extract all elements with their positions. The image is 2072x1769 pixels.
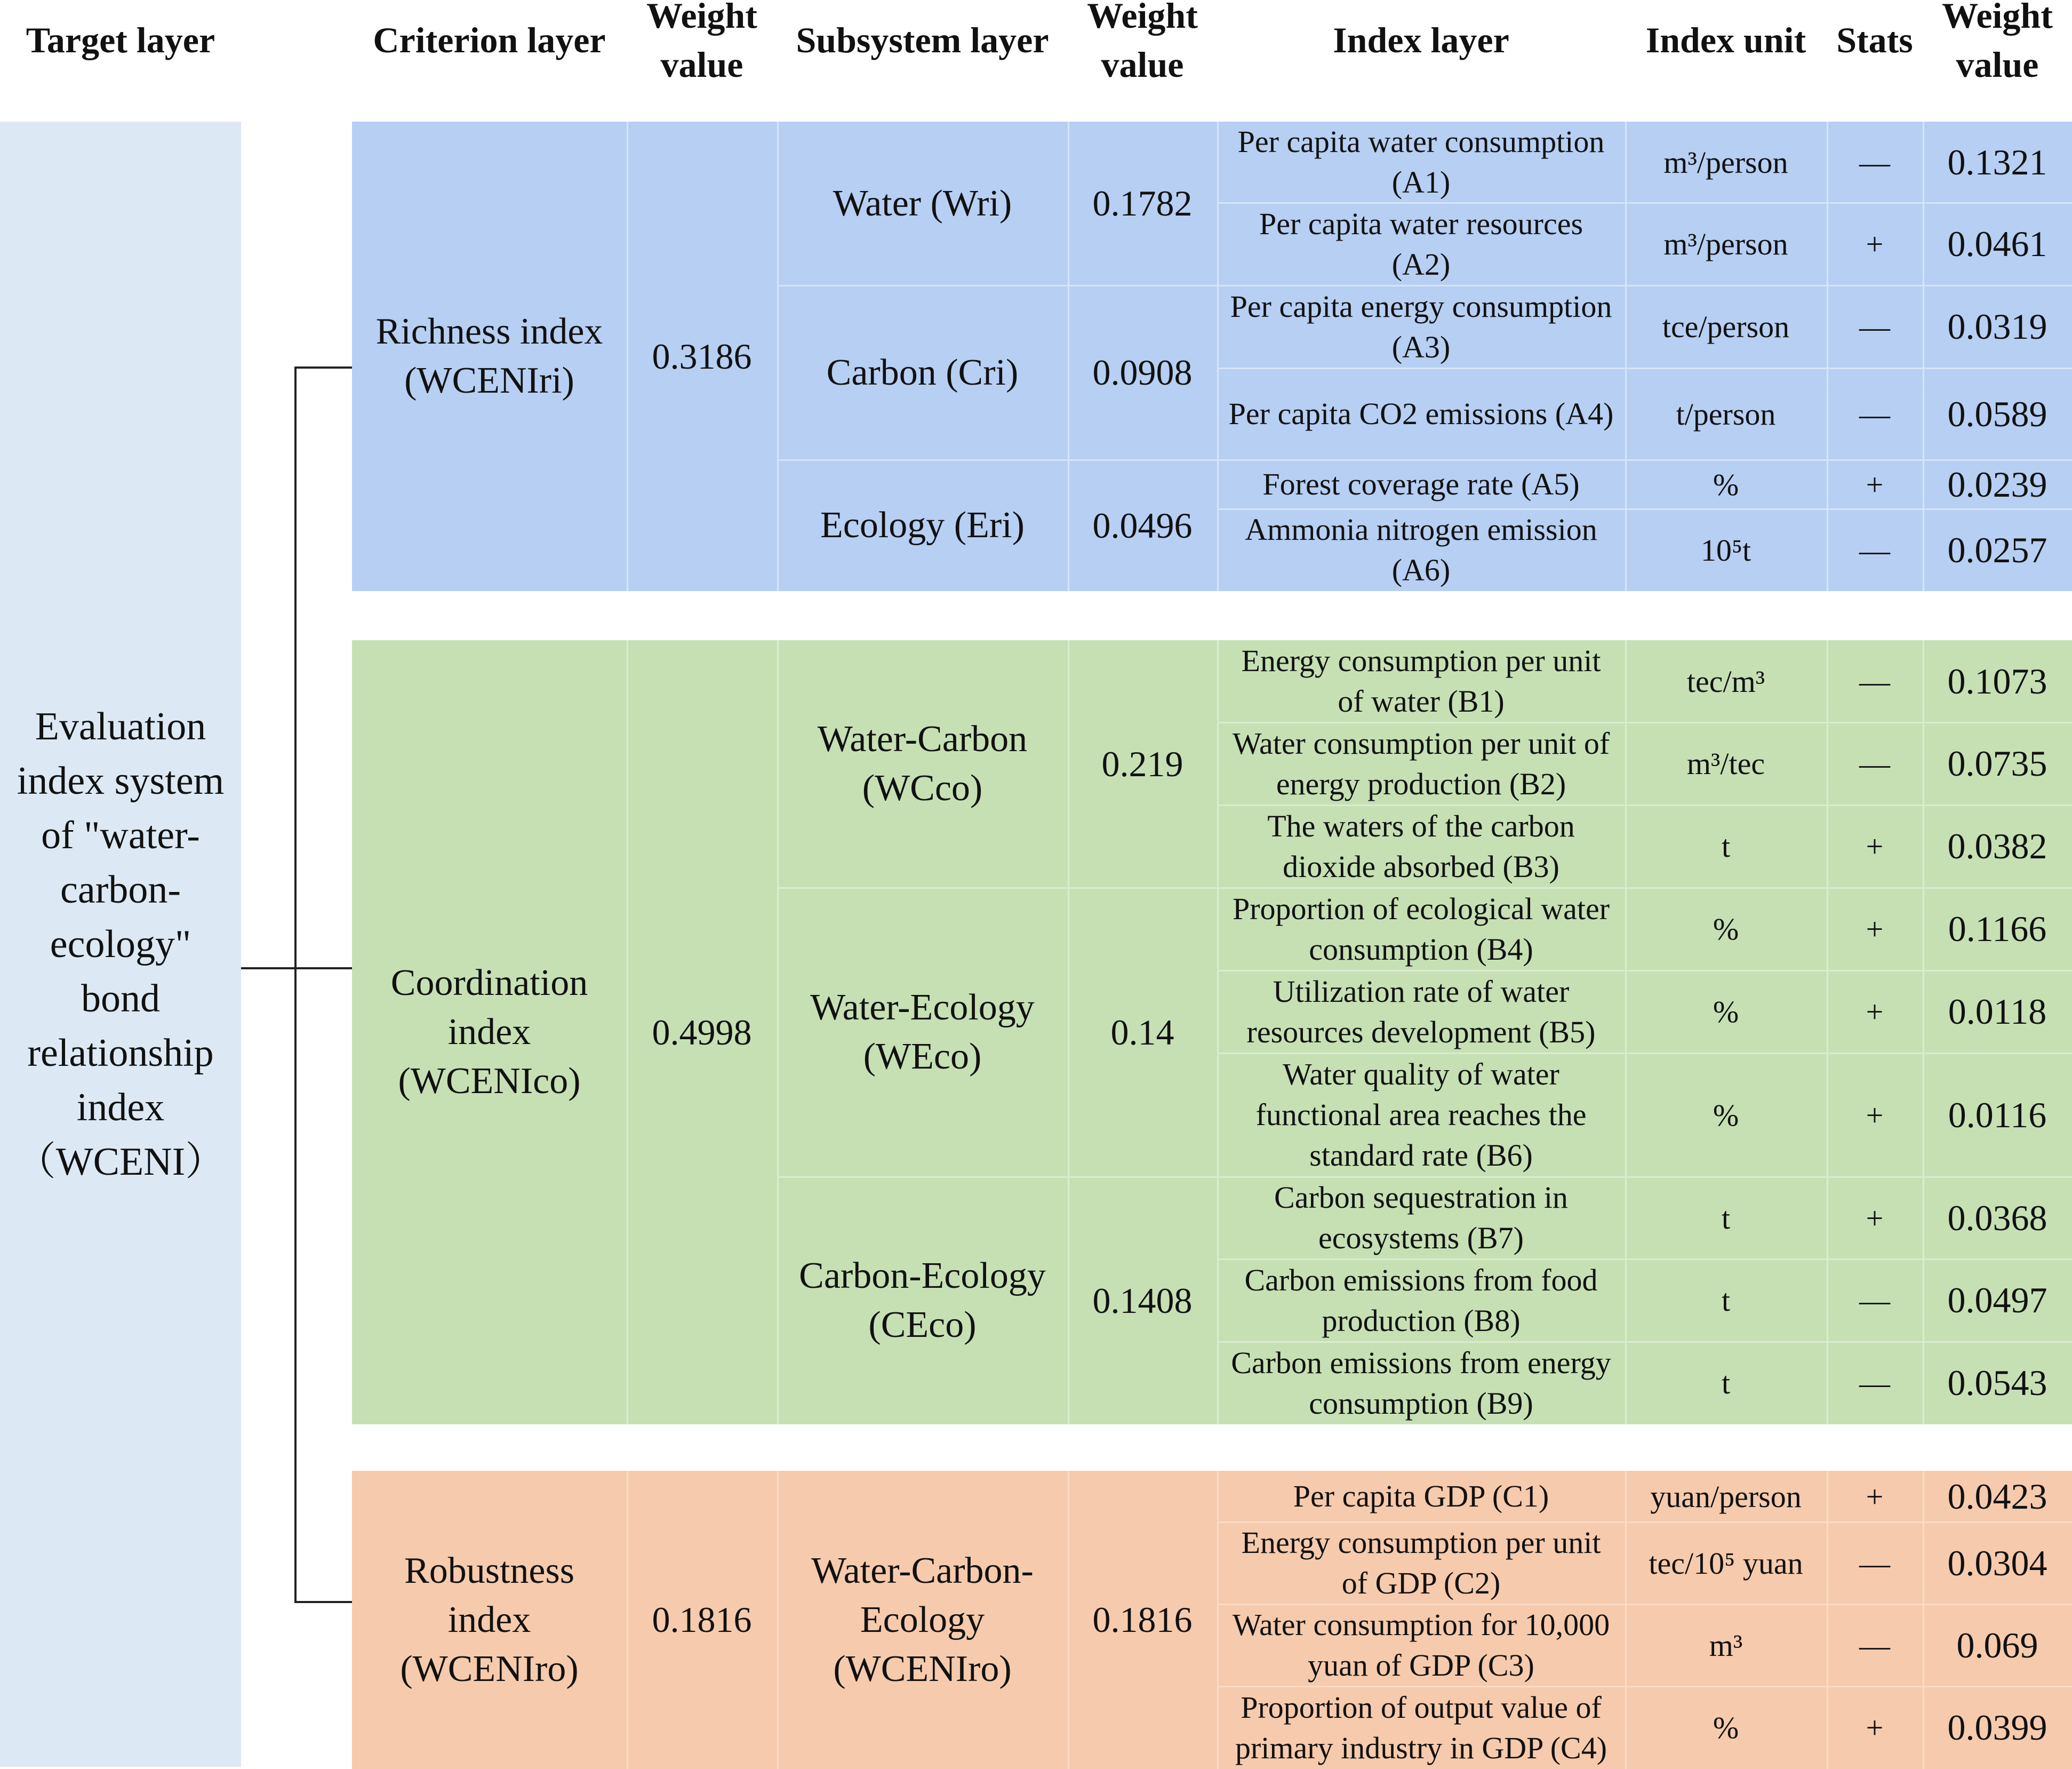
unit-cell [1625,722,1827,805]
index-cell [1217,1471,1625,1522]
unit-cell [1625,1342,1827,1424]
index-weight-value: 0.069 [1956,1624,2038,1666]
index-unit: yuan/person [1650,1479,1802,1514]
stat-sign: + [1866,227,1884,261]
index-unit: m³/person [1663,227,1788,261]
stat-sign: + [1866,1097,1884,1133]
stat-cell [1827,1471,1923,1522]
bracket-spine [294,366,297,1603]
stat-sign: — [1859,396,1890,432]
stat-sign: + [1866,1479,1884,1514]
stat-cell [1827,805,1923,888]
index-label: Water quality of water functional area reaches the standard rate (B6) [1255,1057,1587,1173]
subsystem-weight-cell [1068,1177,1217,1424]
index-unit: % [1713,1097,1739,1133]
stat-sign: + [1866,467,1884,502]
subsystem-weight-value: 0.1782 [1092,183,1193,224]
stat-sign: — [1859,1628,1890,1663]
stat-sign: + [1866,1200,1884,1236]
subsystem-cell [777,122,1068,285]
subsystem-weight-cell [1068,1471,1217,1769]
index-unit: m³/person [1663,145,1788,180]
index-cell [1217,1053,1625,1177]
index-cell [1217,888,1625,970]
index-weight-cell [1923,1604,2072,1686]
stat-cell [1827,640,1923,722]
index-weight-cell [1923,1342,2072,1424]
stat-cell [1827,1053,1923,1177]
index-weight-cell [1923,805,2072,888]
unit-cell [1625,888,1827,970]
index-unit: m³ [1709,1628,1743,1663]
subsystem-label: Water-Carbon (WCco) [817,719,1028,809]
bracket-branch-richness [294,366,352,369]
index-weight-cell [1923,1177,2072,1259]
criterion-weight-cell [627,122,777,591]
stat-sign: — [1859,664,1890,699]
criterion-weight-value: 0.1816 [652,1599,752,1640]
stat-sign: — [1859,1545,1890,1581]
index-label: Per capita GDP (C1) [1293,1479,1549,1513]
unit-cell [1625,1522,1827,1604]
stat-cell [1827,1604,1923,1686]
stat-cell [1827,203,1923,285]
stat-sign: — [1859,746,1890,781]
index-label: Per capita water consumption (A1) [1237,124,1605,200]
index-weight-cell [1923,1471,2072,1522]
index-weight-cell [1923,285,2072,368]
subsystem-weight-cell [1068,460,1217,591]
unit-cell [1625,368,1827,460]
index-weight-value: 0.1073 [1947,660,2047,702]
index-label: Energy consumption per unit of water (B1) [1241,643,1601,719]
index-unit: t [1721,1366,1731,1400]
header-index-unit: Index unit [1645,20,1806,60]
index-cell [1217,640,1625,722]
stat-cell [1827,1686,1923,1769]
stat-sign: + [1866,1710,1884,1745]
stat-cell [1827,1259,1923,1342]
index-weight-value: 0.0304 [1947,1542,2047,1583]
subsystem-cell [777,1471,1068,1769]
subsystem-label: Carbon (Cri) [826,352,1019,393]
index-weight-cell [1923,640,2072,722]
stat-sign: — [1859,145,1890,180]
index-cell [1217,122,1625,203]
subsystem-weight-cell [1068,640,1217,888]
index-label: Per capita energy consumption (A3) [1230,289,1612,364]
stat-sign: — [1859,1366,1890,1400]
criterion-label: Robustness index (WCENIro) [400,1550,579,1690]
unit-cell [1625,970,1827,1053]
index-weight-value: 0.1166 [1948,909,2047,949]
index-weight-cell [1923,1053,2072,1177]
index-weight-cell [1923,1259,2072,1342]
stat-cell [1827,368,1923,460]
index-cell [1217,368,1625,460]
stat-sign: + [1866,829,1884,864]
criterion-block [352,1471,2072,1769]
criterion-cell [352,122,627,591]
index-label: Carbon emissions from energy consumption (B9) [1231,1345,1611,1421]
stat-cell [1827,1177,1923,1259]
stat-cell [1827,722,1923,805]
header-subsystem-layer: Subsystem layer [796,20,1049,60]
criterion-weight-cell [627,1471,777,1769]
index-weight-value: 0.0735 [1947,743,2047,784]
unit-cell [1625,460,1827,509]
index-label: Per capita water resources (A2) [1259,206,1583,282]
index-weight-cell [1923,1522,2072,1604]
index-label: Ammonia nitrogen emission (A6) [1245,512,1597,587]
index-unit: m³/tec [1686,746,1765,781]
index-unit: t [1721,829,1731,864]
subsystem-cell [777,888,1068,1177]
index-label: Per capita CO2 emissions (A4) [1228,396,1614,431]
subsystem-weight-cell [1068,285,1217,460]
index-weight-cell [1923,460,2072,509]
criterion-weight-value: 0.3186 [652,336,752,377]
index-weight-cell [1923,1686,2072,1769]
criterion-block [352,122,2072,591]
subsystem-cell [777,640,1068,888]
index-label: Water consumption per unit of energy production (B2) [1232,726,1610,801]
index-cell [1217,722,1625,805]
header-target-layer: Target layer [26,20,215,60]
subsystem-weight-cell [1068,122,1217,285]
index-unit: tec/m³ [1686,664,1765,699]
unit-cell [1625,1686,1827,1769]
index-label: Proportion of ecological water consumption (B4) [1232,891,1610,967]
subsystem-label: Carbon-Ecology (CEco) [799,1255,1046,1345]
criterion-label: Richness index (WCENIri) [375,311,603,401]
index-weight-value: 0.0399 [1947,1707,2047,1748]
index-weight-value: 0.0319 [1947,306,2047,347]
header-weight-value-index: Weight value [1942,0,2053,85]
subsystem-weight-value: 0.0496 [1092,505,1193,546]
index-cell [1217,203,1625,285]
index-label: Forest coverage rate (A5) [1262,467,1580,501]
unit-cell [1625,1259,1827,1342]
target-layer-label: Evaluation index system of "water-carbon-ecology" bond relationship index （WCENI） [16,705,225,1184]
stat-cell [1827,285,1923,368]
index-cell [1217,1604,1625,1686]
index-weight-cell [1923,888,2072,970]
subsystem-weight-value: 0.1408 [1092,1280,1193,1321]
stat-cell [1827,970,1923,1053]
subsystem-cell [777,460,1068,591]
index-weight-value: 0.1321 [1947,141,2047,182]
bracket-branch-coordination [294,967,352,969]
index-unit: tec/10⁵ yuan [1649,1545,1803,1581]
stat-cell [1827,122,1923,203]
index-cell [1217,805,1625,888]
header-index-layer: Index layer [1333,20,1509,60]
index-weight-value: 0.0118 [1948,991,2047,1032]
stat-cell [1827,1342,1923,1424]
stat-sign: — [1859,1283,1890,1318]
stat-sign: — [1859,309,1890,344]
subsystem-weight-value: 0.1816 [1092,1599,1193,1640]
index-unit: 10⁵t [1700,532,1751,568]
index-cell [1217,509,1625,591]
unit-cell [1625,1471,1827,1522]
index-unit: t [1721,1200,1731,1236]
stat-sign: + [1866,912,1884,946]
index-weight-cell [1923,509,2072,591]
index-weight-cell [1923,122,2072,203]
index-label: Proportion of output value of primary industry in GDP (C4) [1235,1690,1607,1765]
unit-cell [1625,285,1827,368]
unit-cell [1625,122,1827,203]
index-unit: tce/person [1662,309,1790,344]
header-criterion-layer: Criterion layer [373,20,606,60]
index-weight-value: 0.0423 [1947,1476,2047,1517]
header-weight-value-subsystem: Weight value [1087,0,1198,85]
index-cell [1217,1342,1625,1424]
index-cell [1217,1522,1625,1604]
index-weight-cell [1923,368,2072,460]
criterion-label: Coordination index (WCENIco) [390,962,588,1102]
index-label: Carbon emissions from food production (B8) [1244,1262,1598,1338]
index-unit: % [1713,1710,1739,1745]
index-cell [1217,460,1625,509]
bracket-branch-robustness [294,1601,352,1603]
stat-sign: + [1866,994,1884,1029]
subsystem-weight-value: 0.14 [1110,1011,1174,1053]
index-weight-cell [1923,203,2072,285]
stat-cell [1827,509,1923,591]
index-weight-cell [1923,722,2072,805]
index-cell [1217,285,1625,368]
index-unit: % [1713,912,1739,946]
index-cell [1217,1259,1625,1342]
index-cell [1217,1177,1625,1259]
index-cell [1217,1686,1625,1769]
unit-cell [1625,509,1827,591]
header-stats: Stats [1836,20,1913,60]
index-weight-value: 0.0382 [1947,826,2047,866]
header-weight-value-criterion: Weight value [646,0,757,85]
unit-cell [1625,1604,1827,1686]
index-weight-value: 0.0257 [1947,529,2047,570]
stat-cell [1827,1522,1923,1604]
index-label: Energy consumption per unit of GDP (C2) [1241,1525,1601,1600]
index-weight-value: 0.0589 [1947,393,2047,434]
index-unit: t [1721,1283,1731,1318]
subsystem-cell [777,285,1068,460]
criterion-cell [352,640,627,1424]
bracket-stem [241,967,294,969]
index-cell [1217,970,1625,1053]
criterion-weight-cell [627,640,777,1424]
subsystem-label: Water-Carbon-Ecology (WCENIro) [811,1550,1034,1690]
stat-cell [1827,888,1923,970]
criterion-weight-value: 0.4998 [652,1011,752,1053]
index-unit: % [1713,467,1739,502]
unit-cell [1625,203,1827,285]
unit-cell [1625,640,1827,722]
criterion-cell [352,1471,627,1769]
index-label: The waters of the carbon dioxide absorbed (B3) [1267,808,1575,884]
subsystem-label: Water (Wri) [833,182,1012,224]
subsystem-label: Ecology (Eri) [820,505,1025,546]
index-weight-cell [1923,970,2072,1053]
criterion-block [352,640,2072,1424]
target-layer-cell [0,122,241,1767]
index-weight-value: 0.0239 [1947,464,2047,505]
index-label: Utilization rate of water resources development (B5) [1246,974,1596,1049]
subsystem-weight-cell [1068,888,1217,1177]
subsystem-weight-value: 0.219 [1101,743,1183,784]
index-label: Carbon sequestration in ecosystems (B7) [1274,1180,1568,1255]
stat-sign: — [1859,532,1890,568]
index-weight-value: 0.0543 [1947,1362,2047,1403]
subsystem-weight-value: 0.0908 [1092,352,1193,393]
unit-cell [1625,805,1827,888]
index-unit: % [1713,994,1739,1029]
index-weight-value: 0.0497 [1947,1280,2047,1320]
index-weight-value: 0.0368 [1947,1197,2047,1238]
subsystem-cell [777,1177,1068,1424]
index-weight-value: 0.0116 [1948,1094,2047,1135]
index-unit: t/person [1676,396,1776,432]
index-weight-value: 0.0461 [1947,224,2047,264]
unit-cell [1625,1177,1827,1259]
index-label: Water consumption for 10,000 yuan of GDP (C3) [1232,1607,1610,1683]
unit-cell [1625,1053,1827,1177]
subsystem-label: Water-Ecology (WEco) [810,987,1035,1077]
stat-cell [1827,460,1923,509]
